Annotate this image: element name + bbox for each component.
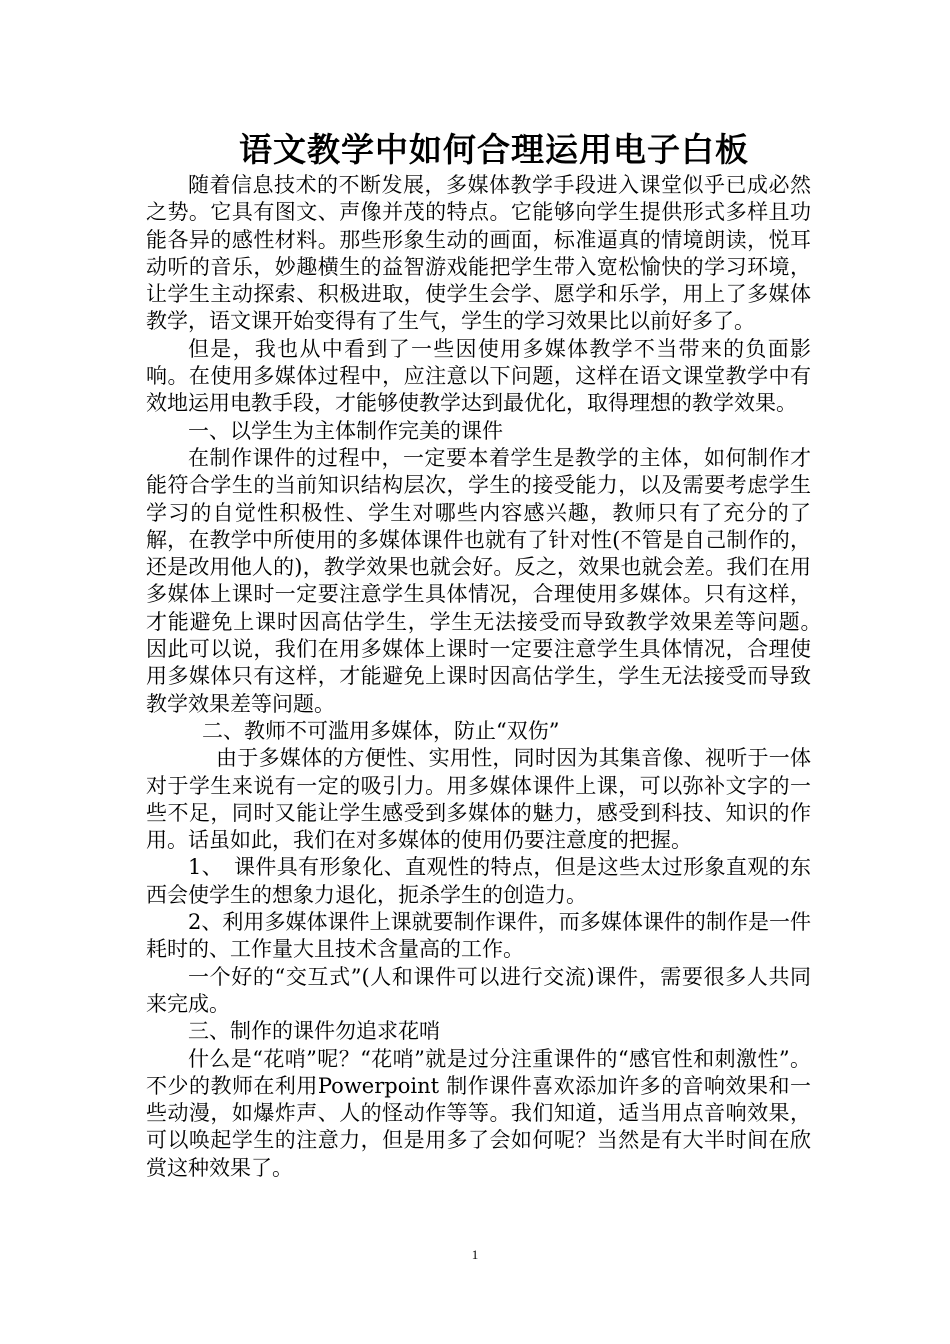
section-heading-2: 二、教师不可滥用多媒体，防止“双伤” — [202, 718, 560, 743]
page-number: 1 — [471, 1247, 479, 1262]
paragraph-section-2: 由于多媒体的方便性、实用性，同时因为其集音像、视听于一体对于学生来说有一定的吸引力。用多媒体课件上课，可以弥补文字的一些不足，同时又能让学生感受到多媒体的魅力，感受到科技、知识的作用。话虽如此，我们在对多媒体的使用仍要注意度的把握。 — [146, 746, 811, 853]
paragraph-intro: 随着信息技术的不断发展，多媒体教学手段进入课堂似乎已成必然之势。它具有图文、声像并茂的特点。它能够向学生提供形式多样且功能各异的感性材料。那些形象生动的画面，标准逼真的情境朗读，悦耳动听的音乐，妙趣横生的益智游戏能把学生带入宽松愉快的学习环境，让学生主动探索、积极进取，使学生会学、愿学和乐学，用上了多媒体教学，语文课开始变得有了生气，学生的学习效果比以前好多了。 — [146, 173, 811, 334]
document-body — [146, 172, 832, 1182]
section-heading-1: 一、以学生为主体制作完美的课件 — [188, 418, 503, 443]
paragraph-section-3: 什么是“花哨”呢？“花哨”就是过分注重课件的“感官性和刺激性”。不少的教师在利用Powerpoint 制作课件喜欢添加许多的音响效果和一些动漫，如爆炸声、人的怪动作等等。我们知道，适当用点音响效果，可以唤起学生的注意力，但是用多了会如何呢？当然是有大半时间在欣赏这种效果了。 — [146, 1046, 811, 1180]
paragraph-interactive: 一个好的“交互式”(人和课件可以进行交流)课件，需要很多人共同来完成。 — [146, 964, 811, 1016]
document-title: 语文教学中如何合理运用电子白板 — [239, 130, 749, 169]
list-item-2: 2、利用多媒体课件上课就要制作课件，而多媒体课件的制作是一件耗时的、工作量大且技术含量高的工作。 — [146, 910, 811, 962]
list-item-1: 1、 课件具有形象化、直观性的特点，但是这些太过形象直观的东西会使学生的想象力退化，扼杀学生的创造力。 — [146, 855, 811, 907]
section-heading-3: 三、制作的课件勿追求花哨 — [188, 1019, 440, 1044]
paragraph-section-1: 在制作课件的过程中，一定要本着学生是教学的主体，如何制作才能符合学生的当前知识结构层次，学生的接受能力，以及需要考虑学生学习的自觉性积极性、学生对哪些内容感兴趣，教师只有了充分的了解，在教学中所使用的多媒体课件也就有了针对性(不管是自己制作的，还是改用他人的)，教学效果也就会好。反之，效果也就会差。我们在用多媒体上课时一定要注意学生具体情况，合理使用多媒体。只有这样，才能避免上课时因高估学生，学生无法接受而导致教学效果差等问题。 因此可以说，我们在用多媒体上课时一定要注意学生具体情况，合理使用多媒体只有这样，才能避免上课时因高估学生，学生无法接受而导致教学效果差等问题。 — [146, 445, 832, 716]
paragraph-problems: 但是，我也从中看到了一些因使用多媒体教学不当带来的负面影响。在使用多媒体过程中，应注意以下问题，这样在语文课堂教学中有效地运用电教手段，才能够使教学达到最优化，取得理想的教学效果。 — [146, 336, 811, 416]
